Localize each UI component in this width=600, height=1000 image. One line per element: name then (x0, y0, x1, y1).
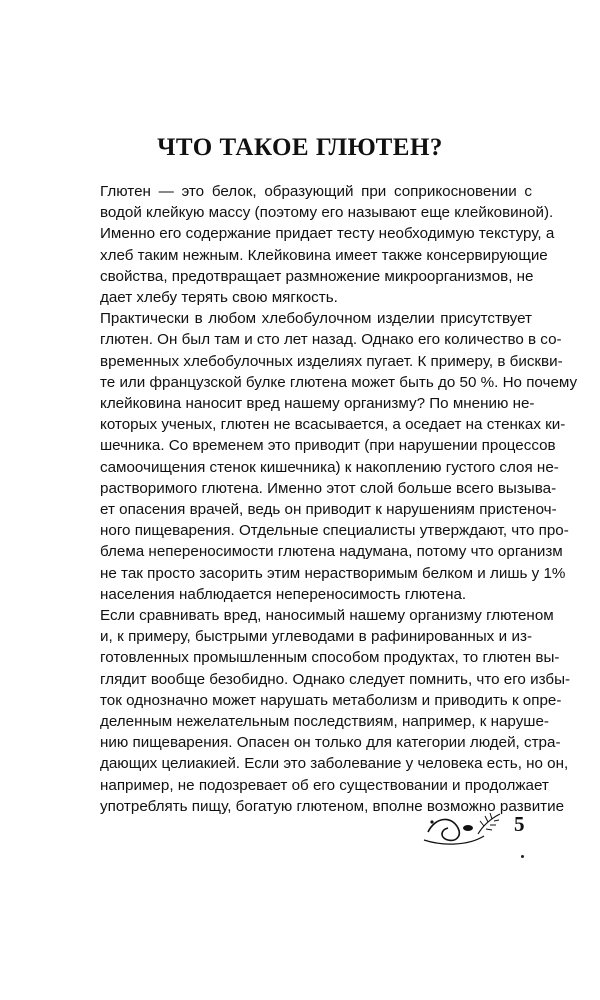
text-line: Именно его содержание придает тесту необходимую текстуру, а (100, 225, 555, 243)
text-line: ет опасения врачей, ведь он приводит к нарушениям пристеноч- (100, 501, 557, 519)
text-line: растворимого глютена. Именно этот слой больше всего вызыва- (100, 479, 557, 497)
text-line: Глютен — это белок, образующий при соприкосновении с (100, 183, 532, 200)
text-line: Если сравнивать вред, наносимый нашему организму глютеном (100, 607, 554, 625)
text-line: нию пищеварения. Опасен он только для категории людей, стра- (100, 734, 561, 752)
text-line: шечника. Со временем это приводит (при нарушении процессов (100, 437, 556, 455)
text-line: населения наблюдается непереносимость глютена. (100, 585, 467, 603)
page-title: ЧТО ТАКОЕ ГЛЮТЕН? (157, 134, 443, 161)
text-line: Практически в любом хлебобулочном изделии присутствует (100, 310, 532, 328)
text-line: не так просто засорить этим нерастворимым белком и лишь у 1% (100, 564, 566, 582)
paragraph (72, 181, 555, 308)
text-line: дающих целиакией. Если это заболевание у человека есть, но он, (100, 755, 569, 773)
text-line: например, не подозревает об его существовании и продолжает (100, 776, 549, 794)
text-line: хлеб таким нежным. Клейковина имеет также консервирующие (100, 246, 548, 264)
body-text (72, 181, 578, 817)
ornament-dot (521, 855, 524, 858)
text-line: деленным нежелательным последствиям, например, к наруше- (100, 713, 549, 731)
text-line: и, к примеру, быстрыми углеводами в рафинированных и из- (100, 628, 532, 646)
text-line: ного пищеварения. Отдельные специалисты утверждают, что про- (100, 522, 569, 540)
text-line: глютен. Он был там и сто лет назад. Однако его количество в со- (100, 331, 562, 349)
text-line: самоочищения стенок кишечника) к накоплению густого слоя не- (100, 458, 559, 476)
text-line: которых ученых, глютен не всасывается, а оседает на стенках ки- (100, 416, 566, 434)
text-line: водой клейкую массу (поэтому его называют еще клейковиной). (100, 204, 554, 222)
text-line: готовленных промышленным способом продуктах, то глютен вы- (100, 649, 560, 667)
text-line: дает хлебу терять свою мягкость. (100, 289, 338, 307)
text-line: ток однозначно может нарушать метаболизм и приводить к опре- (100, 691, 562, 709)
floral-ornament-icon (422, 810, 504, 848)
text-line: те или французской булке глютена может быть до 50 %. Но почему (100, 373, 578, 391)
text-line: свойства, предотвращает размножение микроорганизмов, не (100, 267, 534, 285)
text-line: клейковина наносит вред нашему организму? По мнению не- (100, 395, 535, 413)
text-line: блема непереносимости глютена надумана, потому что организм (100, 543, 563, 561)
paragraph (72, 308, 578, 605)
paragraph (72, 605, 571, 817)
page-number: 5 (514, 812, 525, 836)
text-line: употреблять пищу, богатую глютеном, вполне возможно развитие (100, 797, 565, 815)
text-line: глядит вообще безобидно. Однако следует помнить, что его избы- (100, 670, 571, 688)
text-line: временных хлебобулочных изделиях пугает. К примеру, в бискви- (100, 352, 563, 370)
